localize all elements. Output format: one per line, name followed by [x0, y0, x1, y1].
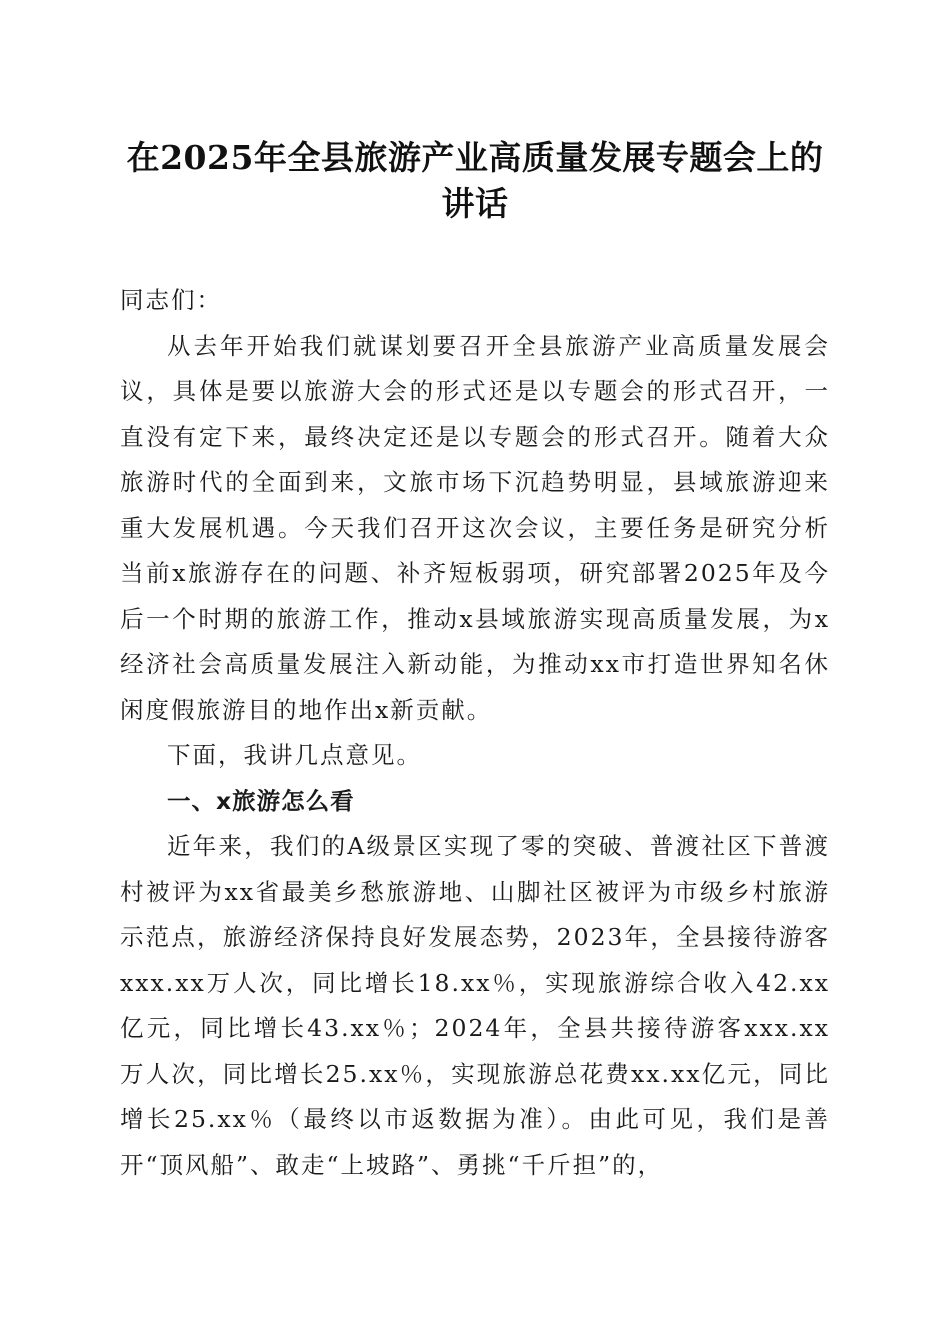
- section-heading: 一、x旅游怎么看: [167, 786, 355, 815]
- document-body: [120, 278, 830, 1188]
- section-body-paragraph: 近年来，我们的A级景区实现了零的突破、普渡社区下普渡村被评为xx省最美乡愁旅游地、山脚社区被评为市级乡村旅游示范点，旅游经济保持良好发展态势，2023年，全县接待游客xxx.xx万人次，同比增长18.xx％，实现旅游综合收入42.xx亿元，同比增长43.xx％；2024年，全县共接待游客xxx.xx万人次，同比增长25.xx％，实现旅游总花费xx.xx亿元，同比增长25.xx％（最终以市返数据为准）。由此可见，我们是善开“顶风船”、敢走“上坡路”、勇挑“千斤担”的，: [120, 832, 830, 1179]
- intro-paragraph: 从去年开始我们就谋划要召开全县旅游产业高质量发展会议，具体是要以旅游大会的形式还是以专题会的形式召开，一直没有定下来，最终决定还是以专题会的形式召开。随着大众旅游时代的全面到来，文旅市场下沉趋势明显，县域旅游迎来重大发展机遇。今天我们召开这次会议，主要任务是研究分析当前x旅游存在的问题、补齐短板弱项，研究部署2025年及今后一个时期的旅游工作，推动x县域旅游实现高质量发展，为x经济社会高质量发展注入新动能，为推动xx市打造世界知名休闲度假旅游目的地作出x新贡献。: [120, 331, 830, 724]
- transition-paragraph: 下面，我讲几点意见。: [167, 741, 422, 769]
- document-title: 在2025年全县旅游产业高质量发展专题会上的讲话: [126, 138, 824, 223]
- salutation: 同志们：: [120, 286, 222, 314]
